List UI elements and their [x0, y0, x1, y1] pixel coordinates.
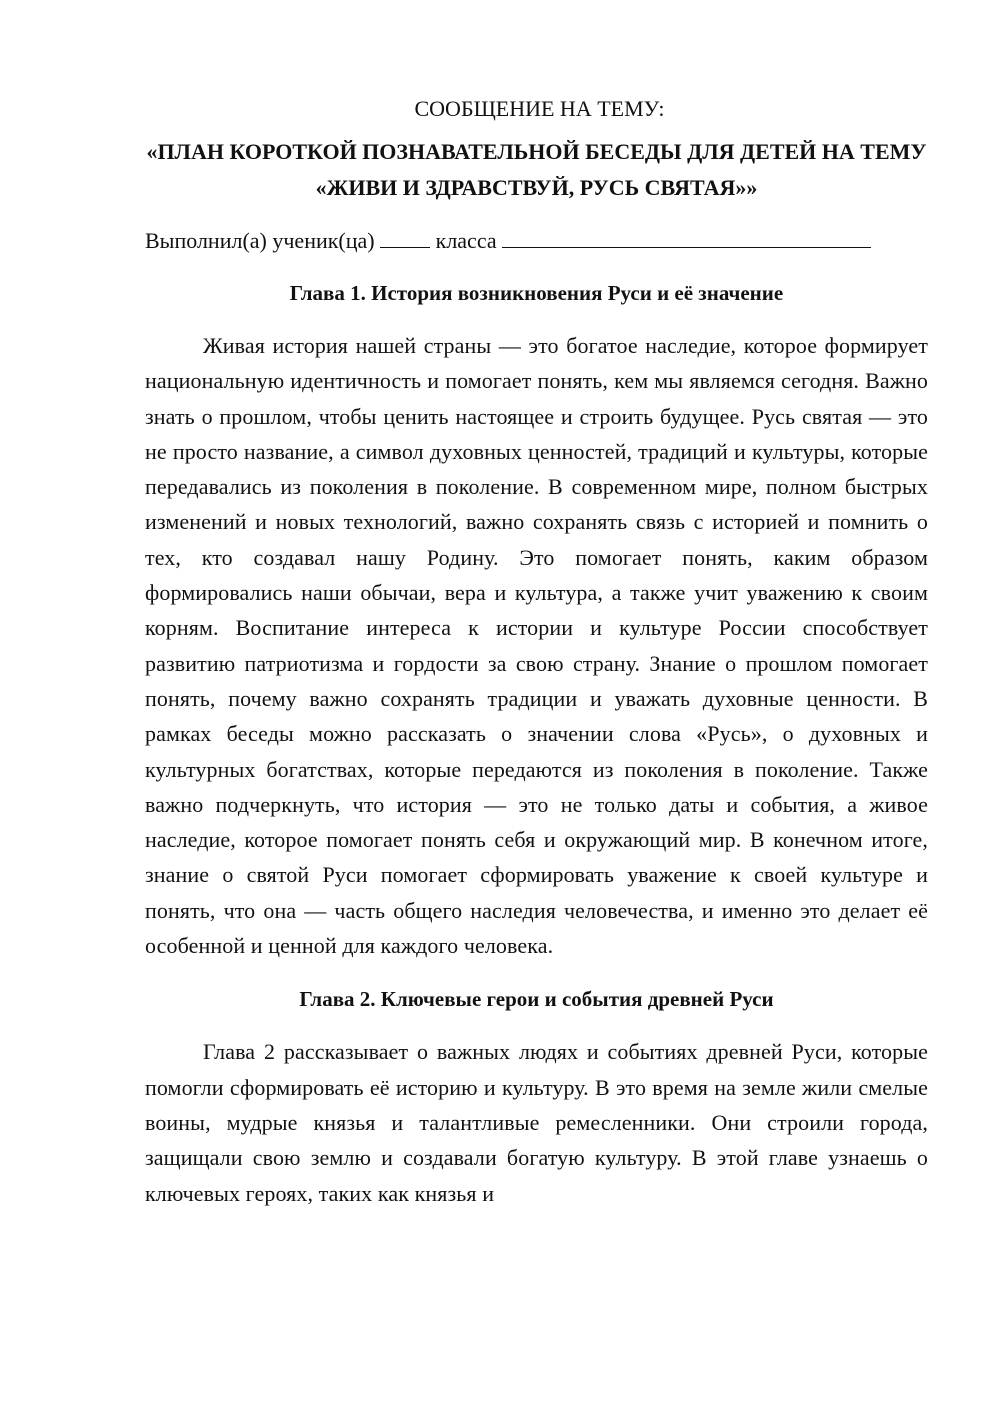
chapter-2-heading: Глава 2. Ключевые герои и события древней Руси: [299, 987, 774, 1012]
chapter-1-heading: Глава 1. История возникновения Руси и её значение: [289, 281, 784, 305]
class-number-blank: [380, 225, 430, 248]
chapter-1-paragraph: Живая история нашей страны — это богатое наследие, которое формирует национальную идентичность и помогает понять, кем мы являемся сегодня. Важно знать о прошлом, чтобы ценить настоящее и строить будущее. Русь святая — это не просто название, а символ духовных ценностей, традиций и культуры, которые передавались из поколения в поколение. В современном мире, полном быстрых изменений и новых технологий, важно сохранять связь с историей и помнить о тех, кто создавал нашу Родину. Это помогает понять, каким образом формировались наши обычаи, вера и культура, а также учит уважению к своим корням. Воспитание интереса к истории и культуре России способствует развитию патриотизма и гордости за свою страну. Знание о прошлом помогает понять, почему важно сохранять традиции и уважать духовные ценности. В рамках беседы можно рассказать о значении слова «Русь», о духовных и культурных богатствах, которые передаются из поколения в поколение. Также важно подчеркнуть, что история — это не только даты и события, а живое наследие, которое помогает понять себя и окружающий мир. В конечном итоге, знание о святой Руси помогает сформировать уважение к своей культуре и понять, что она — часть общего наследия человечества, и именно это делает её особенной и ценной для каждого человека.: [145, 333, 928, 959]
document-content: [145, 92, 928, 1232]
chapter-2-paragraph: Глава 2 рассказывает о важных людях и событиях древней Руси, которые помогли сформировать её историю и культуру. В это время на земле жили смелые воины, мудрые князья и талантливые ремесленники. Они строили города, защищали свою землю и создавали богатую культуру. В этой главе узнаешь о ключевых героях, таких как князья и: [145, 1039, 928, 1206]
document-title: «ПЛАН КОРОТКОЙ ПОЗНАВАТЕЛЬНОЙ БЕСЕДЫ ДЛЯ ДЕТЕЙ НА ТЕМУ «ЖИВИ И ЗДРАВСТВУЙ, РУСЬ СВЯТАЯ»»: [146, 139, 927, 200]
performed-by-label: Выполнил(а) ученик(ца): [145, 228, 375, 253]
student-name-blank: [502, 225, 871, 248]
author-byline: [145, 224, 928, 258]
document-label: СООБЩЕНИЕ НА ТЕМУ:: [414, 96, 665, 121]
class-label: класса: [435, 228, 497, 253]
